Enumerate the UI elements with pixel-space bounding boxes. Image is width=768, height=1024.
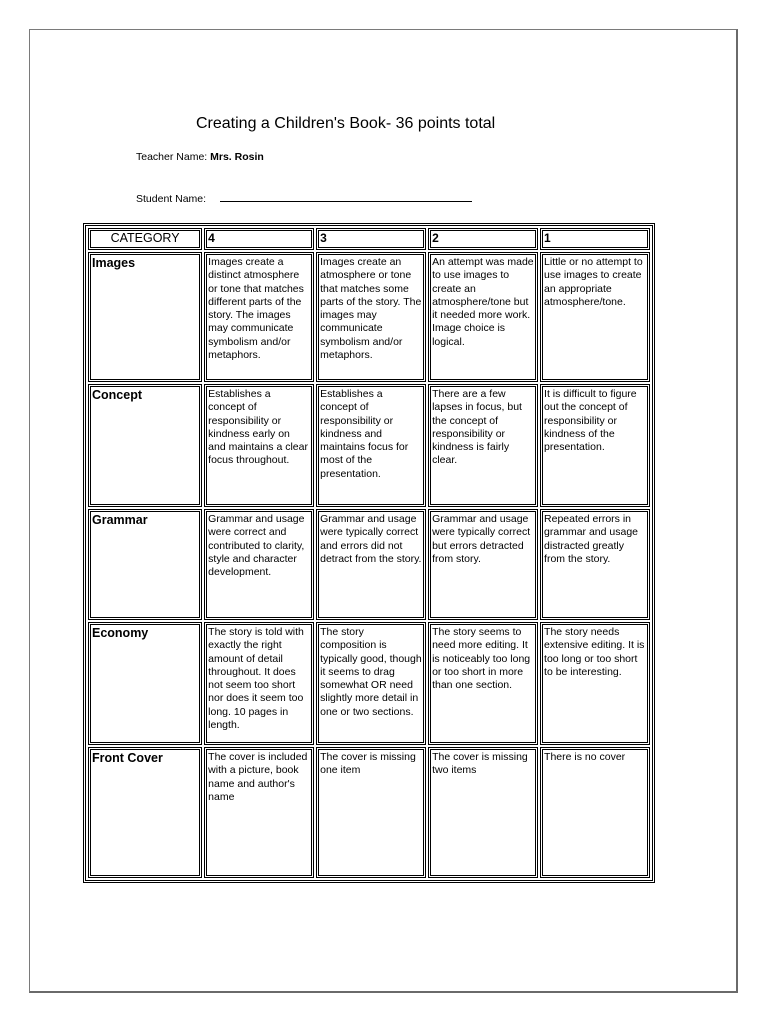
front-cover-score-2: The cover is missing two items	[428, 747, 538, 878]
front-cover-score-1: There is no cover	[540, 747, 650, 878]
rubric-row-concept	[88, 384, 650, 507]
student-name-line	[136, 191, 472, 205]
images-score-3: Images create an atmosphere or tone that matches some parts of the story. The images may communicate symbolism and/or metaphors.	[316, 252, 426, 382]
category-grammar: Grammar	[88, 509, 202, 620]
concept-score-1: It is difficult to figure out the concept of responsibility or kindness of the presentation.	[540, 384, 650, 507]
header-score-3: 3	[316, 228, 426, 250]
economy-score-1: The story needs extensive editing. It is too long or too short to be interesting.	[540, 622, 650, 745]
category-front-cover: Front Cover	[88, 747, 202, 878]
rubric-row-images	[88, 252, 650, 382]
front-cover-score-3: The cover is missing one item	[316, 747, 426, 878]
concept-score-4: Establishes a concept of responsibility or kindness early on and maintains a clear focus throughout.	[204, 384, 314, 507]
front-cover-score-4: The cover is included with a picture, book name and author's name	[204, 747, 314, 878]
student-name-label: Student Name:	[136, 193, 207, 205]
category-images: Images	[88, 252, 202, 382]
concept-score-3: Establishes a concept of responsibility or kindness and maintains focus for most of the presentation.	[316, 384, 426, 507]
document-title: Creating a Children's Book- 36 points total	[196, 115, 496, 132]
header-score-2: 2	[428, 228, 538, 250]
header-score-1: 1	[540, 228, 650, 250]
teacher-name-line	[136, 151, 264, 163]
grammar-score-1: Repeated errors in grammar and usage distracted greatly from the story.	[540, 509, 650, 620]
teacher-name-label: Teacher Name:	[136, 151, 208, 163]
images-score-2: An attempt was made to use images to create an atmosphere/tone but it needed more work. Image choice is logical.	[428, 252, 538, 382]
teacher-name-value: Mrs. Rosin	[210, 151, 264, 163]
concept-score-2: There are a few lapses in focus, but the concept of responsibility or kindness is fairly clear.	[428, 384, 538, 507]
economy-score-2: The story seems to need more editing. It is noticeably too long or too short in more than one section.	[428, 622, 538, 745]
rubric-header-row	[88, 228, 650, 250]
rubric-row-economy	[88, 622, 650, 745]
header-category: CATEGORY	[88, 228, 202, 250]
rubric-row-front-cover	[88, 747, 650, 878]
grammar-score-3: Grammar and usage were typically correct and errors did not detract from the story.	[316, 509, 426, 620]
student-name-blank[interactable]	[220, 191, 472, 202]
rubric-row-grammar	[88, 509, 650, 620]
rubric-table	[85, 225, 653, 881]
images-score-1: Little or no attempt to use images to create an appropriate atmosphere/tone.	[540, 252, 650, 382]
header-score-4: 4	[204, 228, 314, 250]
category-economy: Economy	[88, 622, 202, 745]
grammar-score-2: Grammar and usage were typically correct but errors detracted from story.	[428, 509, 538, 620]
economy-score-3: The story composition is typically good, though it seems to drag somewhat OR need slightly more detail in one or two sections.	[316, 622, 426, 745]
images-score-4: Images create a distinct atmosphere or tone that matches different parts of the story. The images may communicate symbolism and/or metaphors.	[204, 252, 314, 382]
grammar-score-4: Grammar and usage were correct and contributed to clarity, style and character development.	[204, 509, 314, 620]
economy-score-4: The story is told with exactly the right amount of detail throughout. It does not seem too short nor does it seem too long. 10 pages in length.	[204, 622, 314, 745]
category-concept: Concept	[88, 384, 202, 507]
